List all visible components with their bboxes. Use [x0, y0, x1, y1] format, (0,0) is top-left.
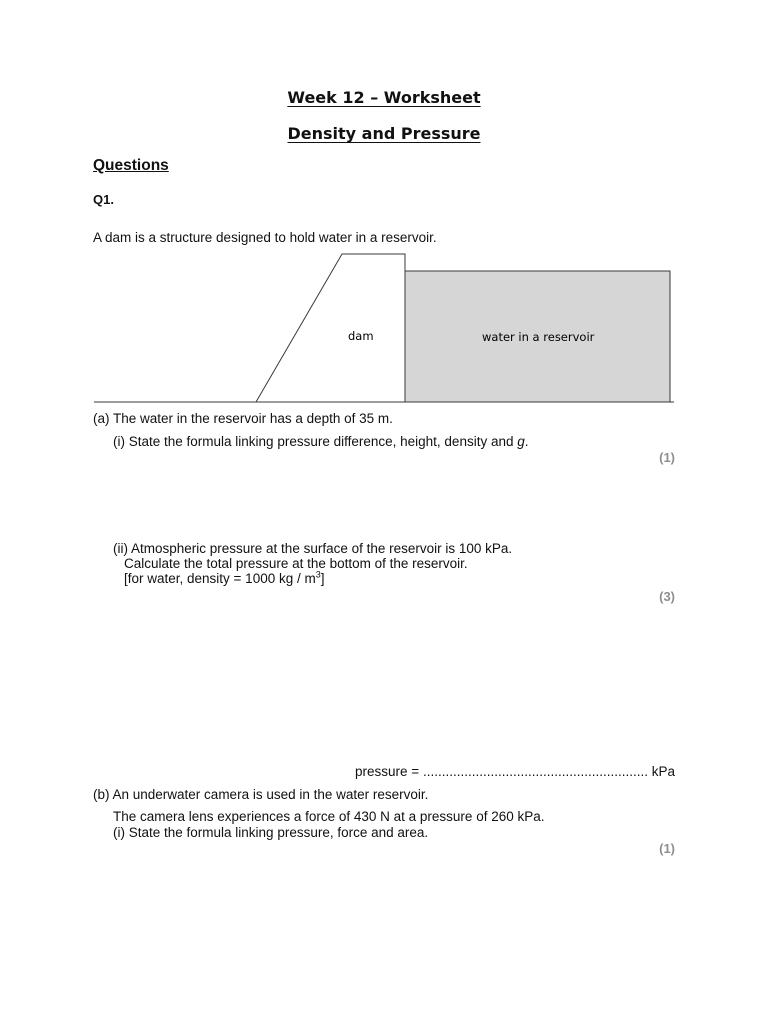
part-a-ii-line1: (ii) Atmospheric pressure at the surface of the reservoir is 100 kPa. — [113, 541, 513, 556]
part-b-i-question: (i) State the formula linking pressure, force and area. — [113, 825, 429, 840]
part-b-info: The camera lens experiences a force of 430 N at a pressure of 260 kPa. — [113, 809, 545, 824]
water-label: water in a reservoir — [482, 330, 595, 344]
part-a-ii-marks: (3) — [659, 589, 675, 604]
question-intro: A dam is a structure designed to hold water in a reservoir. — [93, 230, 437, 245]
pressure-answer-line[interactable]: pressure = ............................................................ kPa — [355, 764, 675, 779]
part-b-stem: (b) An underwater camera is used in the water reservoir. — [93, 787, 429, 802]
dam-diagram — [90, 250, 680, 410]
questions-heading: Questions — [93, 157, 169, 174]
worksheet-subtitle: Density and Pressure — [287, 124, 481, 143]
worksheet-title: Week 12 – Worksheet — [287, 88, 481, 107]
part-a-ii-density-note: [for water, density = 1000 kg / $m^3$] — [124, 569, 325, 586]
part-b-i-marks: (1) — [659, 841, 675, 856]
part-a-ii-line2: Calculate the total pressure at the bottom of the reservoir. — [124, 556, 468, 571]
part-a-i-marks: (1) — [659, 450, 675, 465]
question-number: Q1. — [93, 192, 114, 207]
dam-shape — [256, 254, 405, 402]
part-a-stem: (a) The water in the reservoir has a depth of 35 m. — [93, 411, 393, 426]
dam-label: dam — [348, 329, 374, 343]
part-a-i-question: (i) State the formula linking pressure difference, height, density and g. — [113, 434, 529, 449]
